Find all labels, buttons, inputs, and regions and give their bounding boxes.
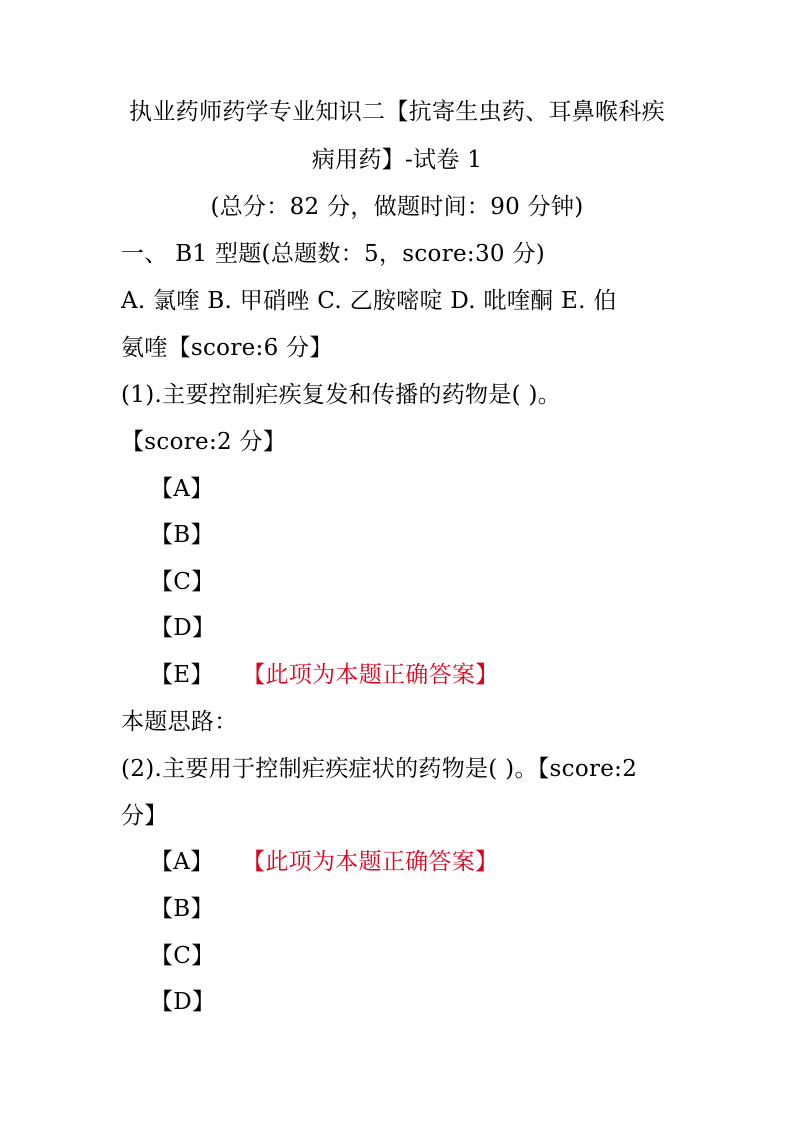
section-heading: 一、 B1 型题(总题数：5，score:30 分) [121, 241, 546, 267]
shared-options-line-1: A. 氯喹 B. 甲硝唑 C. 乙胺嘧啶 D. 吡喹酮 E. 伯 [121, 288, 617, 314]
question-2-text: (2).主要用于控制疟疾症状的药物是( )。【score:2 [121, 756, 638, 782]
question-1-option-a: 【A】 [150, 476, 214, 502]
question-1-option-e-label: 【E】 [150, 662, 214, 688]
question-1-option-c: 【C】 [150, 569, 215, 595]
question-1-correct-marker: 【此项为本题正确答案】 [253, 662, 499, 688]
question-1-option-d: 【D】 [150, 615, 216, 641]
exam-score-info: (总分：82 分，做题时间：90 分钟) [210, 194, 584, 220]
question-2-text-continued: 分】 [121, 803, 168, 829]
question-2-correct-marker: 【此项为本题正确答案】 [253, 849, 499, 875]
exam-title-line-1: 执业药师药学专业知识二【抗寄生虫药、耳鼻喉科疾 [129, 99, 665, 125]
question-1-score: 【score:2 分】 [121, 429, 287, 455]
question-1-option-b: 【B】 [150, 522, 214, 548]
question-2-option-a [150, 847, 498, 877]
question-1-text: (1).主要控制疟疾复发和传播的药物是( )。 [121, 382, 562, 408]
shared-options-line-2: 氨喹【score:6 分】 [121, 335, 333, 361]
question-2-option-b: 【B】 [150, 896, 214, 922]
question-2-option-c: 【C】 [150, 943, 215, 969]
question-2-option-a-label: 【A】 [150, 849, 214, 875]
question-1-analysis-label: 本题思路： [121, 709, 238, 735]
exam-title-line-2: 病用药】-试卷 1 [311, 147, 483, 173]
question-2-option-d: 【D】 [150, 989, 216, 1015]
question-1-option-e [150, 660, 499, 690]
